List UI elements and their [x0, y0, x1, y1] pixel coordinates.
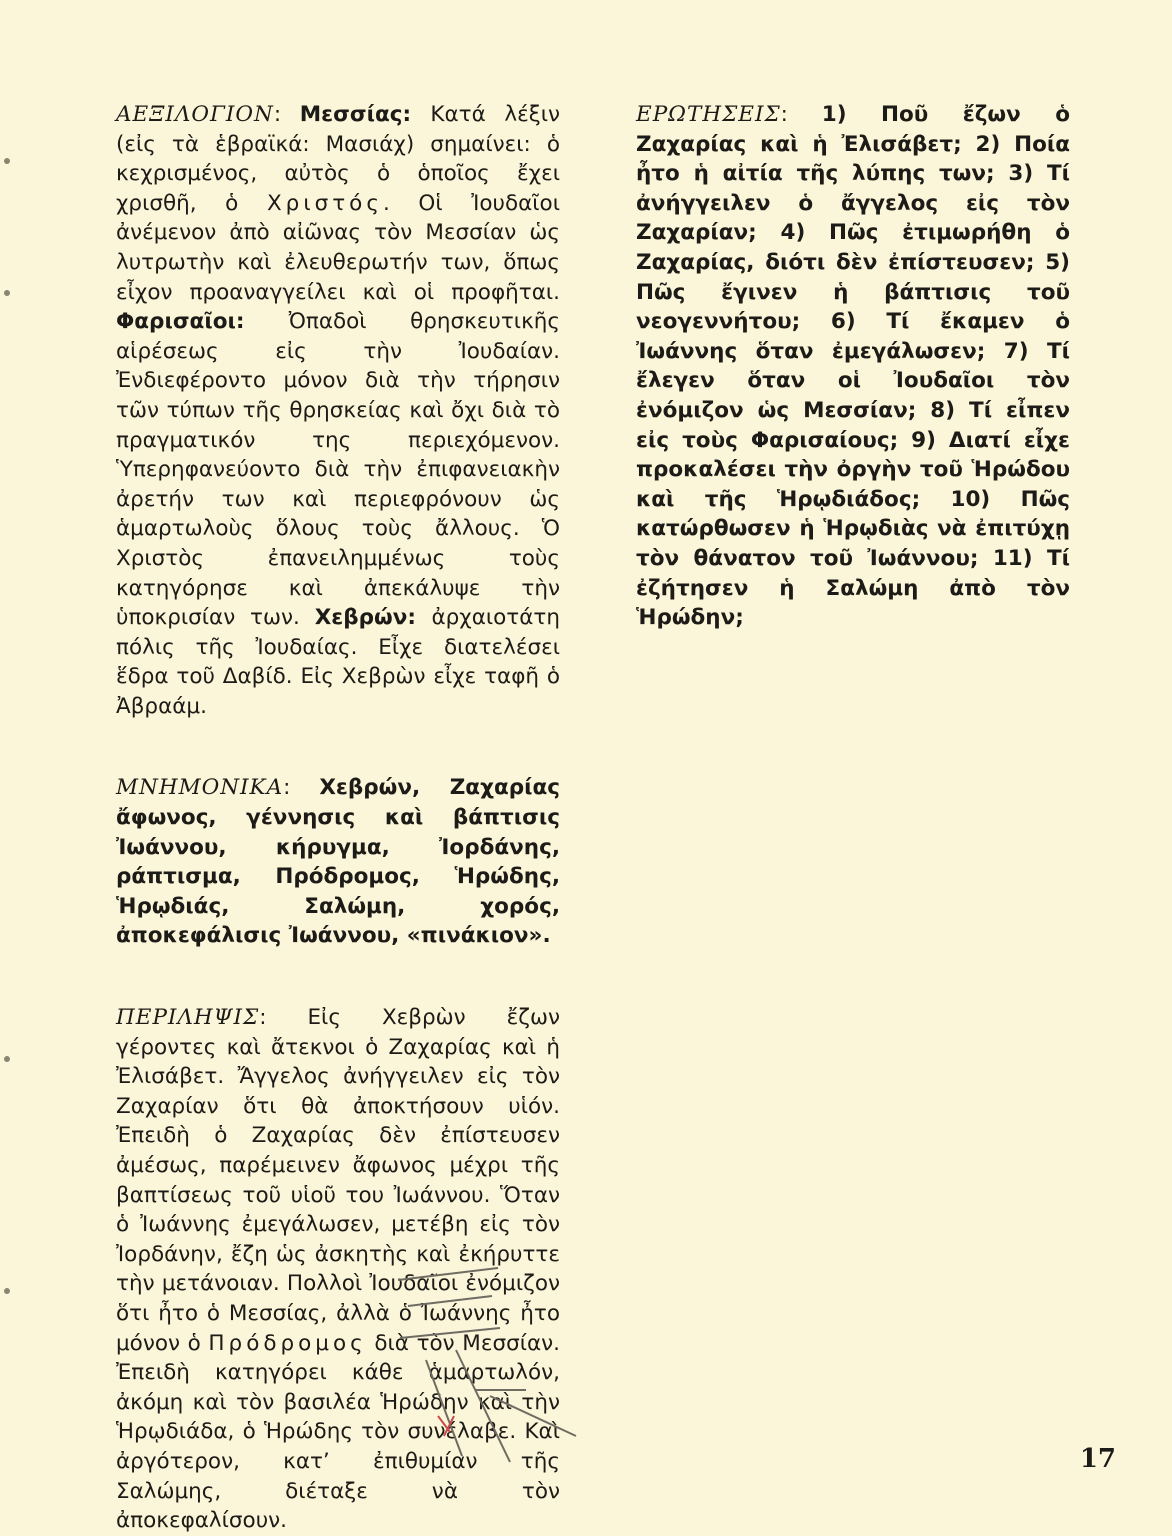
signature-mark: [380, 1250, 580, 1470]
summary-section: ΠΕΡΙΛΗΨΙΣ: Εἰς Χεβρὼν ἔζων γέροντες καὶ ἄτεκνοι ὁ Ζαχαρίας καὶ ἡ Ἐλισάβετ. Ἄγγελος ἀνήγγειλεν εἰς τὸν Ζαχαρίαν ὅτι θὰ ἀποκτήσουν υἱόν. Ἐπειδὴ ὁ Ζαχαρίας δὲν ἐπίστευσεν ἀμέσως, παρέμεινεν ἄφωνος μέχρι τῆς βαπτίσεως τοῦ υἱοῦ του Ἰωάννου. Ὅταν ὁ Ἰωάννης ἐμεγάλωσεν, μετέβη εἰς τὸν Ἰορδάνην, ἔζη ὡς ἀσκητὴς καὶ ἐκήρυττε τὴν μετάνοιαν. Πολλοὶ Ἰουδαῖοι ἐνόμιζον ὅτι ἦτο ὁ Μεσσίας, ἀλλὰ ὁ Ἰωάννης ἦτο μόνον ὁ Πρόδρομος διὰ τὸν Μεσσίαν. Ἐπειδὴ κατηγόρει κάθε ἁμαρτωλόν, ἀκόμη καὶ τὸν βασιλέα Ἡρώδην καὶ τὴν Ἡρῳδιάδα, ὁ Ἡρώδης τὸν συνέλαβε. Καὶ ἀργότερον, κατ’ ἐπιθυμίαν τῆς Σαλώμης, διέταξε νὰ τὸν ἀποκεφαλίσουν.: [116, 1005, 560, 1534]
questions-section: ΕΡΩΤΗΣΕΙΣ: 1) Ποῦ ἔζων ὁ Ζαχαρίας καὶ ἡ Ἐλισάβετ; 2) Ποία ἦτο ἡ αἰτία τῆς λύπης των; 3) Τί ἀνήγγειλεν ὁ ἄγγελος εἰς τὸν Ζαχαρίαν; 4) Πῶς ἐτιμωρήθη ὁ Ζαχαρίας, διότι δὲν ἐπίστευσεν; 5) Πῶς ἔγινεν ἡ βάπτισις τοῦ νεογεννήτου; 6) Τί ἔκαμεν ὁ Ἰωάννης ὅταν ἐμεγάλωσεν; 7) Τί ἔλεγεν ὅταν οἱ Ἰουδαῖοι τὸν ἐνόμιζον ὡς Μεσσίαν; 8) Τί εἶπεν εἰς τοὺς Φαρισαίους; 9) Διατί εἶχε προκαλέσει τὴν ὀργὴν τοῦ Ἡρώδου καὶ τῆς Ἡρῳδιάδος; 10) Πῶς κατώρθωσεν ἡ Ἡρῳδιὰς νὰ ἐπιτύχῃ τὸν θάνατον τοῦ Ἰωάννου; 11) Τί ἐζήτησεν ἡ Σαλώμη ἀπὸ τὸν Ἡρώδην;: [636, 102, 1071, 631]
glossary-term-hebron: Χεβρών: [314, 605, 408, 631]
margin-mark: [4, 158, 10, 164]
mnemonics-text: Χεβρών, Ζαχαρίας ἄφωνος, γέννησις καὶ βάπτισις Ἰωάννου, κήρυγμα, Ἰορδάνης, ράπτισμα, Πρόδρομος, Ἡρώδης, Ἡρῳδιάς, Σαλώμη, χορός, ἀποκεφάλισις Ἰωάννου, «πινάκιον».: [116, 775, 561, 949]
page-number: 17: [1079, 1444, 1116, 1474]
glossary-heading: ΑΕΞΙΛΟΓΙΟΝ: [116, 102, 274, 127]
margin-mark: [4, 1288, 10, 1294]
glossary-text: ἀρχαιοτάτη πόλις τῆς Ἰουδαίας. Εἶχε διατελέσει ἕδρα τοῦ Δαβίδ. Εἰς Χεβρὼν εἶχε ταφῆ ὁ Ἀβραάμ.: [116, 605, 560, 719]
questions-heading: ΕΡΩΤΗΣΕΙΣ: [636, 102, 781, 127]
questions-text: 1) Ποῦ ἔζων ὁ Ζαχαρίας καὶ ἡ Ἐλισάβετ; 2) Ποία ἦτο ἡ αἰτία τῆς λύπης των; 3) Τί ἀνήγγειλεν ὁ ἄγγελος εἰς τὸν Ζαχαρίαν; 4) Πῶς ἐτιμωρήθη ὁ Ζαχαρίας, διότι δὲν ἐπίστευσεν; 5) Πῶς ἔγινεν ἡ βάπτισις τοῦ νεογεννήτου; 6) Τί ἔκαμεν ὁ Ἰωάννης ὅταν ἐμεγάλωσεν; 7) Τί ἔλεγεν ὅταν οἱ Ἰουδαῖοι τὸν ἐνόμιζον ὡς Μεσσίαν; 8) Τί εἶπεν εἰς τοὺς Φαρισαίους; 9) Διατί εἶχε προκαλέσει τὴν ὀργὴν τοῦ Ἡρώδου καὶ τῆς Ἡρῳδιάδος; 10) Πῶς κατώρθωσεν ἡ Ἡρῳδιὰς νὰ ἐπιτύχῃ τὸν θάνατον τοῦ Ἰωάννου; 11) Τί ἐζήτησεν ἡ Σαλώμη ἀπὸ τὸν Ἡρώδην;: [636, 102, 1071, 631]
glossary-term-messias: Μεσσίας: [299, 102, 403, 127]
margin-mark: [4, 290, 10, 296]
summary-spaced-word: Πρόδρομος: [208, 1330, 367, 1356]
margin-mark: [4, 1056, 10, 1062]
glossary-section: ΑΕΞΙΛΟΓΙΟΝ: Μεσσίας: Κατά λέξιν (εἰς τὰ ἑβραϊκά: Μασιάχ) σημαίνει: ὁ κεχρισμένος, αὐτὸς ὁ ὁποῖος ἔχει χρισθῆ, ὁ Χριστός. Οἱ Ἰουδαῖοι ἀνέμενον ἀπὸ αἰῶνας τὸν Μεσσίαν ὡς λυτρωτὴν καὶ ἐλευθερωτήν των, ὅπως εἶχον προαναγγείλει καὶ οἱ προφῆται. Φαρισαῖοι: Ὀπαδοὶ θρησκευτικῆς αἱρέσεως εἰς τὴν Ἰουδαίαν. Ἐνδιεφέροντο μόνον διὰ τὴν τήρησιν τῶν τύπων τῆς θρησκείας καὶ ὄχι διὰ τὸ πραγματικόν της περιεχόμενον. Ὑπερηφανεύοντο διὰ τὴν ἐπιφανειακὴν ἀρετήν των καὶ περιεφρόνουν ὡς ἁμαρτωλοὺς ὅλους τοὺς ἄλλους. Ὁ Χριστὸς ἐπανειλημμένως τοὺς κατηγόρησε καὶ ἀπεκάλυψε τὴν ὑποκρισίαν των. Χεβρών: ἀρχαιοτάτη πόλις τῆς Ἰουδαίας. Εἶχε διατελέσει ἕδρα τοῦ Δαβίδ. Εἰς Χεβρὼν εἶχε ταφῆ ὁ Ἀβραάμ.: [116, 102, 560, 719]
summary-heading: ΠΕΡΙΛΗΨΙΣ: [116, 1005, 260, 1031]
summary-text: διὰ τὸν Μεσσίαν. Ἐπειδὴ κατηγόρει κάθε ἁμαρτωλόν, ἀκόμη καὶ τὸν βασιλέα Ἡρώδην καὶ τὴν Ἡρῳδιάδα, ὁ Ἡρώδης τὸν συνέλαβε. Καὶ ἀργότερον, κατ’ ἐπιθυμίαν τῆς Σαλώμης, διέταξε νὰ τὸν ἀποκεφαλίσουν.: [116, 1330, 560, 1534]
glossary-text: . Οἱ Ἰουδαῖοι ἀνέμενον ἀπὸ αἰῶνας τὸν Μεσσίαν ὡς λυτρωτὴν καὶ ἐλευθερωτήν των, ὅπως εἶχον προαναγγείλει καὶ οἱ προφῆται.: [116, 190, 560, 305]
summary-text: Εἰς Χεβρὼν ἔζων γέροντες καὶ ἄτεκνοι ὁ Ζαχαρίας καὶ ἡ Ἐλισάβετ. Ἄγγελος ἀνήγγειλεν εἰς τὸν Ζαχαρίαν ὅτι θὰ ἀποκτήσουν υἱόν. Ἐπειδὴ ὁ Ζαχαρίας δὲν ἐπίστευσεν ἀμέσως, παρέμεινεν ἄφωνος μέχρι τῆς βαπτίσεως τοῦ υἱοῦ του Ἰωάννου. Ὅταν ὁ Ἰωάννης ἐμεγάλωσεν, μετέβη εἰς τὸν Ἰορδάνην, ἔζη ὡς ἀσκητὴς καὶ ἐκήρυττε τὴν μετάνοιαν. Πολλοὶ Ἰουδαῖοι ἐνόμιζον ὅτι ἦτο ὁ Μεσσίας, ἀλλὰ ὁ Ἰωάννης ἦτο μόνον ὁ: [116, 1005, 560, 1356]
glossary-spaced-word: Χριστός: [266, 190, 383, 216]
mnemonics-heading: ΜΝΗΜΟΝΙΚΑ: [116, 775, 284, 801]
mnemonics-section: ΜΝΗΜΟΝΙΚΑ: Χεβρών, Ζαχαρίας ἄφωνος, γέννησις καὶ βάπτισις Ἰωάννου, κήρυγμα, Ἰορδάνης, ράπτισμα, Πρόδρομος, Ἡρώδης, Ἡρῳδιάς, Σαλώμη, χορός, ἀποκεφάλισις Ἰωάννου, «πινάκιον».: [116, 775, 561, 949]
glossary-term-pharisees: Φαρισαῖοι: [116, 309, 236, 335]
right-column: [636, 100, 1070, 633]
glossary-text: Κατά λέξιν (εἰς τὰ ἑβραϊκά: Μασιάχ) σημαίνει: ὁ κεχρισμένος, αὐτὸς ὁ ὁποῖος ἔχει χρισθῆ, ὁ: [116, 102, 560, 216]
glossary-text: Ὀπαδοὶ θρησκευτικῆς αἱρέσεως εἰς τὴν Ἰουδαίαν. Ἐνδιεφέροντο μόνον διὰ τὴν τήρησιν τῶν τύπων τῆς θρησκείας καὶ ὄχι διὰ τὸ πραγματικόν της περιεχόμενον. Ὑπερηφανεύοντο διὰ τὴν ἐπιφανειακὴν ἀρετήν των καὶ περιεφρόνουν ὡς ἁμαρτωλοὺς ὅλους τοὺς ἄλλους. Ὁ Χριστὸς ἐπανειλημμένως τοὺς κατηγόρησε καὶ ἀπεκάλυψε τὴν ὑποκρισίαν των.: [116, 309, 560, 631]
